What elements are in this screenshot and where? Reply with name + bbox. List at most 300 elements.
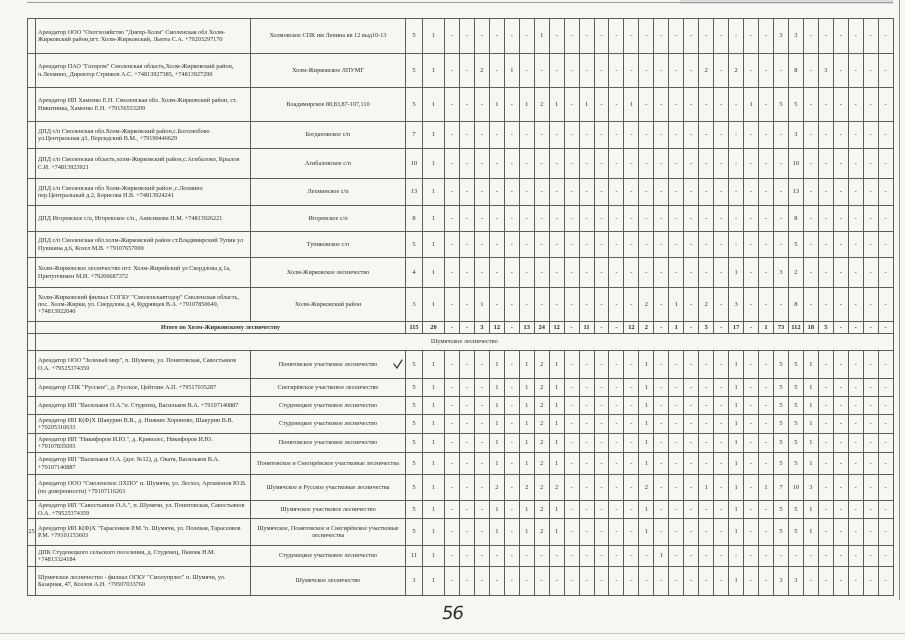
value-cell: 1 xyxy=(423,567,445,596)
organization-cell: ДПД с/п Смоленская область,холм-Жирковский район,с.Агибалово, Крылов С.И. +74813923921 xyxy=(36,149,251,179)
value-cell: - xyxy=(639,546,654,567)
value-cell: - xyxy=(744,288,759,322)
value-cell: 5 xyxy=(788,453,803,475)
value-cell: - xyxy=(504,434,519,453)
value-cell: 10 xyxy=(788,149,803,179)
value-cell: 2 xyxy=(699,288,714,322)
value-cell: 3 xyxy=(788,567,803,596)
value-cell: - xyxy=(684,149,699,179)
value-cell: 1 xyxy=(504,54,519,88)
value-cell: 2 xyxy=(549,475,564,501)
value-cell: 7 xyxy=(773,475,788,501)
value-cell: 2 xyxy=(519,475,534,501)
value-cell: - xyxy=(684,453,699,475)
value-cell: - xyxy=(833,258,848,288)
value-cell: - xyxy=(759,88,774,122)
value-cell: - xyxy=(624,501,639,519)
value-cell: - xyxy=(445,453,460,475)
total-label: Итого по Холм-Жирковскому лесничеству xyxy=(36,322,406,334)
value-cell: - xyxy=(818,434,833,453)
value-cell: - xyxy=(564,149,579,179)
value-cell: - xyxy=(744,149,759,179)
value-cell: - xyxy=(609,288,624,322)
value-cell: - xyxy=(489,19,504,54)
table-row xyxy=(28,434,894,453)
value-cell: 5 xyxy=(788,232,803,258)
row-number-cell xyxy=(28,232,36,258)
table-row xyxy=(28,546,894,567)
value-cell: - xyxy=(714,88,729,122)
row-number-cell xyxy=(28,475,36,501)
organization-cell: Холм-Жирковское лесничество пгт. Холм-Жирийский ул Свердлова д.1а, Притупчимен М.И. +79206687372 xyxy=(36,258,251,288)
value-cell: - xyxy=(714,288,729,322)
value-cell: 1 xyxy=(489,434,504,453)
value-cell: - xyxy=(489,54,504,88)
value-cell: - xyxy=(863,415,878,434)
value-cell: 1 xyxy=(423,122,445,149)
organization-cell: ДПД с/п Смоленская обл.Холм-Жирковский район,с.Боголюбово ул.Центральная д3, Персидский В.М., +79190446629 xyxy=(36,122,251,149)
table-row xyxy=(28,179,894,206)
value-cell: - xyxy=(759,54,774,88)
table-row xyxy=(28,88,894,122)
forestry-location-cell: Студенецкое участковое лесничество xyxy=(251,546,406,567)
value-cell: 2 xyxy=(534,434,549,453)
value-cell: - xyxy=(445,475,460,501)
value-cell: - xyxy=(564,379,579,397)
value-cell: - xyxy=(639,206,654,232)
value-cell: - xyxy=(579,379,594,397)
forestry-location-cell: Холмовское СПК им Ленина кв 12 выд10-13 xyxy=(251,19,406,54)
value-cell: - xyxy=(459,54,474,88)
value-cell: 1 xyxy=(423,288,445,322)
value-cell: - xyxy=(445,288,460,322)
table-row xyxy=(28,232,894,258)
value-cell: - xyxy=(489,179,504,206)
value-cell: - xyxy=(445,519,460,546)
value-cell: 1 xyxy=(639,519,654,546)
value-cell: 11 xyxy=(579,322,594,334)
value-cell: 24 xyxy=(534,322,549,334)
table-body xyxy=(28,19,894,596)
value-cell: 1 xyxy=(669,288,684,322)
value-cell: - xyxy=(549,258,564,288)
value-cell: 5 xyxy=(773,379,788,397)
value-cell: - xyxy=(654,258,669,288)
value-cell: - xyxy=(848,288,863,322)
value-cell: - xyxy=(863,546,878,567)
value-cell: - xyxy=(848,232,863,258)
value-cell: - xyxy=(714,54,729,88)
value-cell: 5 xyxy=(406,54,423,88)
value-cell: - xyxy=(848,322,863,334)
organization-cell: ДПК Студенецкого сельского поселения, д. Студенец, Панова Н.М. +74813324184 xyxy=(36,546,251,567)
value-cell: - xyxy=(788,546,803,567)
value-cell: - xyxy=(459,546,474,567)
value-cell: - xyxy=(818,206,833,232)
value-cell: 1 xyxy=(489,501,504,519)
value-cell: - xyxy=(818,122,833,149)
value-cell: - xyxy=(878,379,893,397)
value-cell: - xyxy=(759,501,774,519)
value-cell: - xyxy=(594,288,609,322)
value-cell: 13 xyxy=(519,322,534,334)
value-cell: 1 xyxy=(729,567,744,596)
value-cell: - xyxy=(639,179,654,206)
value-cell: - xyxy=(803,54,818,88)
value-cell: - xyxy=(818,567,833,596)
value-cell: - xyxy=(519,149,534,179)
value-cell: - xyxy=(699,149,714,179)
forestry-location-cell: Шумячское, Понятовское и Снегирёвское участковые лесничества xyxy=(251,519,406,546)
organization-cell: Арендатор ООО "Зеленый мир", п. Шумячи, ул. Понятовская, Савостьянов О.А. +79525374359 xyxy=(36,351,251,379)
value-cell: - xyxy=(489,546,504,567)
table-row xyxy=(28,149,894,179)
value-cell: - xyxy=(489,258,504,288)
value-cell: - xyxy=(699,434,714,453)
value-cell: - xyxy=(624,519,639,546)
value-cell: - xyxy=(759,434,774,453)
value-cell: 3 xyxy=(773,258,788,288)
value-cell: - xyxy=(519,258,534,288)
table-row xyxy=(28,122,894,149)
value-cell: - xyxy=(833,232,848,258)
value-cell: - xyxy=(684,54,699,88)
value-cell: - xyxy=(624,54,639,88)
value-cell: - xyxy=(759,397,774,415)
value-cell: 5 xyxy=(406,434,423,453)
value-cell: 1 xyxy=(423,54,445,88)
value-cell: - xyxy=(504,501,519,519)
value-cell: - xyxy=(848,206,863,232)
value-cell: - xyxy=(624,288,639,322)
value-cell: - xyxy=(474,379,489,397)
value-cell: - xyxy=(818,351,833,379)
forestry-location-cell: Холм-Жирковский район xyxy=(251,288,406,322)
row-number-cell xyxy=(28,19,36,54)
value-cell: - xyxy=(445,501,460,519)
value-cell: - xyxy=(549,54,564,88)
value-cell: - xyxy=(803,258,818,288)
value-cell: 1 xyxy=(423,351,445,379)
value-cell: 1 xyxy=(519,501,534,519)
value-cell: - xyxy=(504,149,519,179)
value-cell: 1 xyxy=(423,453,445,475)
value-cell: - xyxy=(744,434,759,453)
value-cell: - xyxy=(773,232,788,258)
value-cell: - xyxy=(833,206,848,232)
value-cell: - xyxy=(445,567,460,596)
value-cell: - xyxy=(579,434,594,453)
value-cell: - xyxy=(833,475,848,501)
organization-cell: Холм-Жирковский филиал СОГБУ "Смоленскавтодор" Смоленская область, пос. Холм-Жирки, ул. Свердлова д.4, Кудрявцев В.А. +79107850649, +74813922040 xyxy=(36,288,251,322)
value-cell: - xyxy=(699,546,714,567)
value-cell: - xyxy=(833,88,848,122)
value-cell: - xyxy=(654,519,669,546)
organization-cell: Арендатор ИП "Никифоров И.Ю.", д. Криволес, Никифоров И.Ю. +79107835093 xyxy=(36,434,251,453)
value-cell: - xyxy=(579,415,594,434)
value-cell: 1 xyxy=(489,519,504,546)
value-cell: - xyxy=(669,501,684,519)
value-cell: - xyxy=(579,179,594,206)
value-cell: - xyxy=(504,19,519,54)
value-cell: - xyxy=(445,379,460,397)
value-cell: - xyxy=(654,379,669,397)
value-cell: 1 xyxy=(489,397,504,415)
value-cell: - xyxy=(609,434,624,453)
value-cell: 5 xyxy=(406,379,423,397)
table-row xyxy=(28,258,894,288)
row-number-cell xyxy=(28,567,36,596)
value-cell: - xyxy=(714,232,729,258)
value-cell: - xyxy=(459,206,474,232)
value-cell: - xyxy=(863,232,878,258)
value-cell: 1 xyxy=(519,351,534,379)
value-cell: - xyxy=(534,258,549,288)
value-cell: - xyxy=(744,258,759,288)
value-cell: - xyxy=(654,434,669,453)
value-cell: - xyxy=(684,519,699,546)
value-cell: - xyxy=(564,351,579,379)
value-cell: - xyxy=(624,397,639,415)
value-cell: 5 xyxy=(788,397,803,415)
value-cell: - xyxy=(534,122,549,149)
row-number-cell xyxy=(28,54,36,88)
value-cell: - xyxy=(624,379,639,397)
value-cell: - xyxy=(609,149,624,179)
value-cell: 3 xyxy=(406,567,423,596)
value-cell: - xyxy=(729,546,744,567)
value-cell: 1 xyxy=(759,322,774,334)
value-cell: - xyxy=(863,206,878,232)
value-cell: - xyxy=(639,567,654,596)
value-cell: 3 xyxy=(474,322,489,334)
value-cell: - xyxy=(699,519,714,546)
value-cell: - xyxy=(534,546,549,567)
value-cell: - xyxy=(579,288,594,322)
row-number-cell xyxy=(28,322,36,334)
value-cell: - xyxy=(594,179,609,206)
value-cell: - xyxy=(863,54,878,88)
value-cell: - xyxy=(445,149,460,179)
forestry-location-cell: Студенецкое участковое лесничество xyxy=(251,397,406,415)
value-cell: - xyxy=(878,149,893,179)
value-cell: 1 xyxy=(654,546,669,567)
value-cell: 1 xyxy=(549,501,564,519)
value-cell: - xyxy=(519,206,534,232)
value-cell: - xyxy=(534,54,549,88)
value-cell: - xyxy=(669,475,684,501)
value-cell: - xyxy=(564,232,579,258)
value-cell: - xyxy=(654,351,669,379)
value-cell: 8 xyxy=(788,206,803,232)
table-row xyxy=(28,351,894,379)
value-cell: - xyxy=(773,206,788,232)
value-cell: - xyxy=(459,322,474,334)
value-cell: - xyxy=(848,519,863,546)
row-number-cell xyxy=(28,379,36,397)
value-cell: - xyxy=(654,567,669,596)
value-cell: 1 xyxy=(744,88,759,122)
value-cell: - xyxy=(624,149,639,179)
value-cell: - xyxy=(579,519,594,546)
value-cell: - xyxy=(594,54,609,88)
value-cell: - xyxy=(699,122,714,149)
value-cell: 1 xyxy=(519,88,534,122)
value-cell: - xyxy=(669,519,684,546)
value-cell: - xyxy=(639,149,654,179)
value-cell: - xyxy=(474,258,489,288)
value-cell: - xyxy=(848,546,863,567)
value-cell: 2 xyxy=(788,258,803,288)
value-cell: - xyxy=(744,206,759,232)
value-cell: 2 xyxy=(639,322,654,334)
value-cell: - xyxy=(474,232,489,258)
value-cell: 12 xyxy=(489,322,504,334)
value-cell: - xyxy=(609,179,624,206)
forestry-location-cell: Шумячское участковое лесничество xyxy=(251,501,406,519)
value-cell: - xyxy=(609,453,624,475)
value-cell: 2 xyxy=(699,54,714,88)
value-cell: 1 xyxy=(519,434,534,453)
value-cell: - xyxy=(773,288,788,322)
value-cell: - xyxy=(699,179,714,206)
value-cell: 1 xyxy=(729,434,744,453)
value-cell: 1 xyxy=(803,434,818,453)
value-cell: - xyxy=(863,453,878,475)
value-cell: - xyxy=(564,288,579,322)
value-cell: 1 xyxy=(423,19,445,54)
value-cell: - xyxy=(699,397,714,415)
table-row xyxy=(28,54,894,88)
value-cell: - xyxy=(579,453,594,475)
value-cell: - xyxy=(594,397,609,415)
value-cell: - xyxy=(818,546,833,567)
value-cell: - xyxy=(699,379,714,397)
value-cell: 8 xyxy=(788,54,803,88)
value-cell: - xyxy=(833,501,848,519)
value-cell: - xyxy=(833,379,848,397)
value-cell: - xyxy=(863,434,878,453)
value-cell: - xyxy=(579,567,594,596)
value-cell: 1 xyxy=(489,379,504,397)
value-cell: - xyxy=(564,415,579,434)
value-cell: - xyxy=(848,415,863,434)
value-cell: - xyxy=(818,232,833,258)
value-cell: - xyxy=(474,519,489,546)
value-cell: - xyxy=(863,567,878,596)
value-cell: - xyxy=(669,149,684,179)
value-cell: - xyxy=(878,179,893,206)
value-cell: - xyxy=(459,122,474,149)
value-cell: - xyxy=(773,149,788,179)
value-cell: 8 xyxy=(406,206,423,232)
table-row xyxy=(28,475,894,501)
value-cell: - xyxy=(504,232,519,258)
value-cell: - xyxy=(445,232,460,258)
value-cell: 2 xyxy=(534,397,549,415)
value-cell: - xyxy=(803,122,818,149)
value-cell: - xyxy=(654,415,669,434)
value-cell: - xyxy=(594,415,609,434)
value-cell: - xyxy=(594,206,609,232)
value-cell: 1 xyxy=(639,453,654,475)
value-cell: - xyxy=(654,322,669,334)
value-cell: - xyxy=(818,288,833,322)
value-cell: 5 xyxy=(773,519,788,546)
value-cell: - xyxy=(654,122,669,149)
value-cell: - xyxy=(669,88,684,122)
value-cell: - xyxy=(594,351,609,379)
value-cell: - xyxy=(579,206,594,232)
value-cell: - xyxy=(818,179,833,206)
organization-cell: Арендатор ИП К(Ф)Х Шакурин В.В., д. Нижнее Хороново, Шакурин В.В. +79205310633 xyxy=(36,415,251,434)
value-cell: - xyxy=(818,453,833,475)
value-cell: - xyxy=(564,206,579,232)
value-cell: - xyxy=(714,519,729,546)
value-cell: 1 xyxy=(729,397,744,415)
value-cell: - xyxy=(445,322,460,334)
value-cell: 1 xyxy=(639,379,654,397)
value-cell: - xyxy=(714,351,729,379)
value-cell: - xyxy=(863,379,878,397)
value-cell: 2 xyxy=(489,475,504,501)
value-cell: - xyxy=(624,19,639,54)
value-cell: - xyxy=(549,567,564,596)
value-cell: - xyxy=(863,501,878,519)
value-cell: - xyxy=(699,415,714,434)
value-cell: 12 xyxy=(624,322,639,334)
value-cell: - xyxy=(474,567,489,596)
value-cell: - xyxy=(654,149,669,179)
value-cell: - xyxy=(848,149,863,179)
value-cell: - xyxy=(579,475,594,501)
value-cell: - xyxy=(818,149,833,179)
value-cell: - xyxy=(878,288,893,322)
value-cell: - xyxy=(639,232,654,258)
value-cell: - xyxy=(519,19,534,54)
value-cell: - xyxy=(564,19,579,54)
value-cell: - xyxy=(609,54,624,88)
value-cell: - xyxy=(564,475,579,501)
value-cell: 1 xyxy=(423,397,445,415)
forestry-location-cell: Игоревское с/п xyxy=(251,206,406,232)
value-cell: - xyxy=(669,415,684,434)
value-cell: - xyxy=(445,351,460,379)
value-cell: - xyxy=(624,546,639,567)
value-cell: 2 xyxy=(639,475,654,501)
value-cell: 5 xyxy=(773,453,788,475)
value-cell: - xyxy=(445,546,460,567)
value-cell: - xyxy=(564,453,579,475)
value-cell: 1 xyxy=(549,519,564,546)
value-cell: - xyxy=(848,54,863,88)
value-cell: 13 xyxy=(788,179,803,206)
value-cell: - xyxy=(564,519,579,546)
value-cell: - xyxy=(714,206,729,232)
value-cell: - xyxy=(654,88,669,122)
value-cell: 1 xyxy=(549,351,564,379)
value-cell: - xyxy=(759,546,774,567)
organization-cell: ДПД с/п Смоленская обл Холм-Жирковский район ,с.Лехмино пер.Центральный д.2, Борисова Н.В. +74813924241 xyxy=(36,179,251,206)
table-row xyxy=(28,453,894,475)
value-cell: - xyxy=(564,322,579,334)
value-cell: - xyxy=(669,122,684,149)
value-cell: - xyxy=(504,546,519,567)
value-cell: - xyxy=(594,475,609,501)
value-cell: - xyxy=(594,88,609,122)
value-cell: - xyxy=(818,475,833,501)
value-cell: - xyxy=(878,322,893,334)
